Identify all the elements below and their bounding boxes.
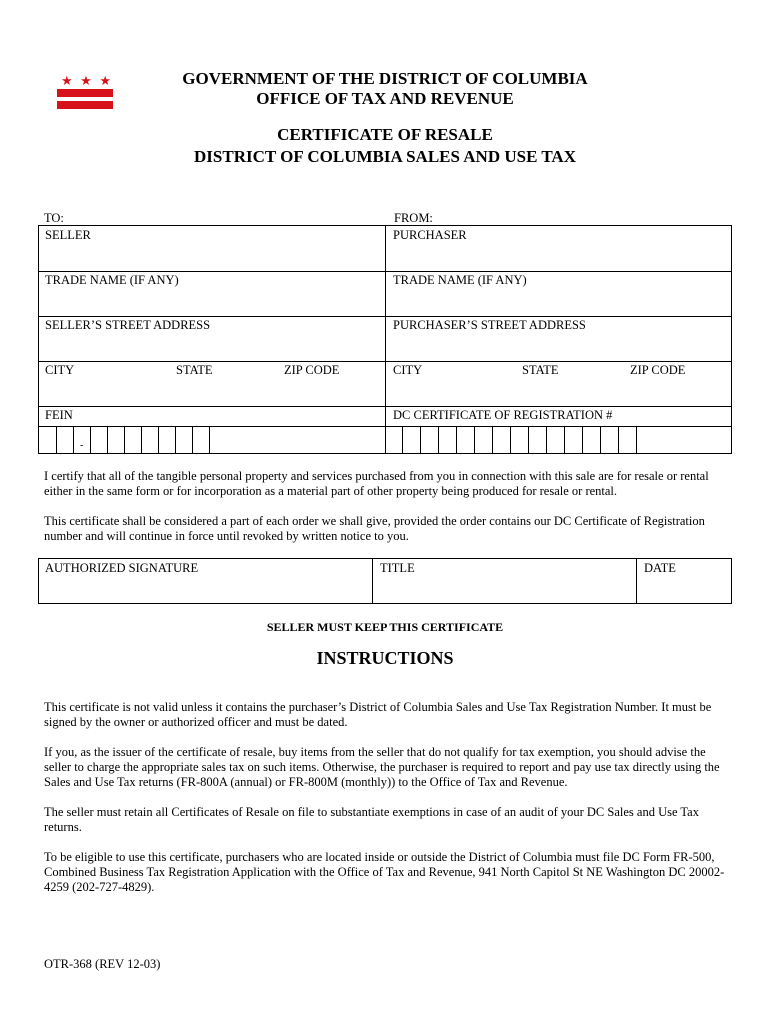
seller-field[interactable]: SELLER [45, 228, 91, 242]
certify-paragraph: I certify that all of the tangible personal property and services purchased from you in connection with this sale are for resale or rental either in the same form or for incorporation as a material part of other property being produced for resale or rental. [44, 469, 709, 498]
government-title: GOVERNMENT OF THE DISTRICT OF COLUMBIA [182, 69, 588, 88]
fein-label: FEIN [45, 408, 73, 422]
signature-row [38, 558, 732, 604]
certificate-validity-paragraph: This certificate shall be considered a part of each order we shall give, provided the order contains our DC Certificate of Registration number and will continue in force until revoked by written notice to you. [44, 514, 705, 543]
office-title: OFFICE OF TAX AND REVENUE [256, 89, 514, 108]
authorized-signature-field[interactable]: AUTHORIZED SIGNATURE [45, 561, 199, 575]
seller-city-field[interactable]: CITY [45, 363, 75, 377]
fein-dash: - [80, 440, 84, 451]
tax-title: DISTRICT OF COLUMBIA SALES AND USE TAX [194, 147, 576, 166]
seller-state-field[interactable]: STATE [176, 363, 213, 377]
to-label: TO: [44, 211, 64, 225]
title-field[interactable]: TITLE [380, 561, 415, 575]
from-label: FROM: [394, 211, 433, 225]
purchaser-field[interactable]: PURCHASER [393, 228, 467, 242]
seller-trade-name-field[interactable]: TRADE NAME (IF ANY) [45, 273, 179, 287]
purchaser-address-field[interactable]: PURCHASER’S STREET ADDRESS [393, 318, 586, 332]
instructions-paragraph-4: To be eligible to use this certificate, purchasers who are located inside or outside the District of Columbia must file DC Form FR-500, Combined Business Tax Registration Application with the Office of Tax and Revenue, 941 North Capitol St NE Washington DC 20002-4259 (202-727-4829). [44, 850, 725, 894]
seller-address-field[interactable]: SELLER’S STREET ADDRESS [45, 318, 211, 332]
column-divider [372, 559, 373, 603]
purchaser-trade-name-field[interactable]: TRADE NAME (IF ANY) [393, 273, 527, 287]
column-divider [636, 559, 637, 603]
instructions-paragraph-2: If you, as the issuer of the certificate of resale, buy items from the seller that do not qualify for tax exemption, you should advise the seller to charge the appropriate sales tax on such items. Otherwise, the purchaser is required to report and pay use tax directly using the Sales and Use Tax returns (FR-800A (annual) or FR-800M (monthly)) to the Office of Tax and Revenue. [44, 745, 720, 789]
instructions-paragraph-3: The seller must retain all Certificates of Resale on file to substantiate exemptions in case of an audit of your DC Sales and Use Tax returns. [44, 805, 699, 834]
seller-purchaser-form [38, 225, 732, 454]
star-icon: ★ [80, 73, 92, 88]
dc-certificate-label: DC CERTIFICATE OF REGISTRATION # [393, 408, 613, 422]
column-divider [385, 226, 386, 453]
star-icon: ★ [61, 73, 73, 88]
seller-keep-notice: SELLER MUST KEEP THIS CERTIFICATE [266, 620, 504, 634]
date-field[interactable]: DATE [644, 561, 676, 575]
purchaser-state-field[interactable]: STATE [522, 363, 559, 377]
instructions-heading: INSTRUCTIONS [316, 648, 454, 668]
purchaser-city-field[interactable]: CITY [393, 363, 423, 377]
seller-zip-field[interactable]: ZIP CODE [284, 363, 340, 377]
instructions-paragraph-1: This certificate is not valid unless it contains the purchaser’s District of Columbia Sales and Use Tax Registration Number. It must be signed by the owner or authorized officer and must be dated. [44, 700, 712, 729]
star-icon: ★ [99, 73, 111, 88]
form-number: OTR-368 (REV 12-03) [44, 957, 161, 971]
purchaser-zip-field[interactable]: ZIP CODE [630, 363, 686, 377]
certificate-title: CERTIFICATE OF RESALE [277, 125, 493, 144]
